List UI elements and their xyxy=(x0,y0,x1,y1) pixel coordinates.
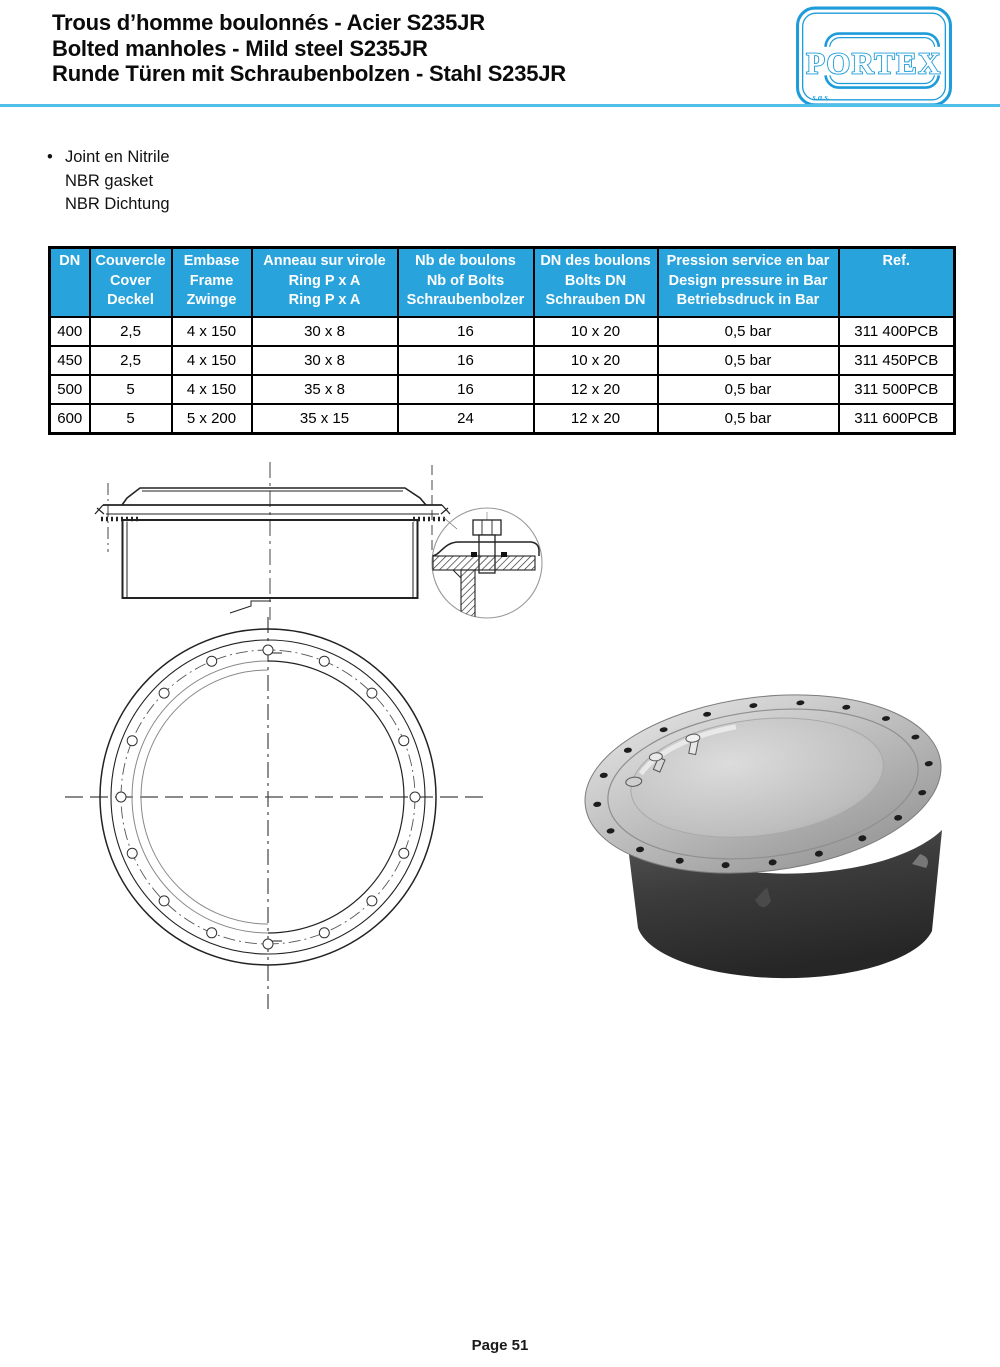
portex-logo xyxy=(795,6,953,108)
cell: 311 450PCB xyxy=(839,346,955,375)
table-row-dn500 xyxy=(50,375,955,404)
page-title xyxy=(52,10,566,87)
cell: 400 xyxy=(50,317,90,346)
column-header-frame: Embase Frame Zwinge xyxy=(172,248,252,318)
title-german: Runde Türen mit Schraubenbolzen - Stahl S235JR xyxy=(52,61,566,86)
title-french: Trous d’homme boulonnés - Acier S235JR xyxy=(52,10,485,35)
cell: 30 x 8 xyxy=(252,346,398,375)
cell: 24 xyxy=(398,404,534,434)
cell: 5 xyxy=(90,375,172,404)
column-header-bolts-dn: DN des boulons Bolts DN Schrauben DN xyxy=(534,248,658,318)
cell: 4 x 150 xyxy=(172,346,252,375)
feature-text-en: NBR gasket xyxy=(65,171,154,190)
cell: 2,5 xyxy=(90,317,172,346)
page-number: Page 51 xyxy=(471,1337,529,1354)
cell: 0,5 bar xyxy=(658,346,839,375)
cell: 311 400PCB xyxy=(839,317,955,346)
logo-subtext: s.a.s. xyxy=(812,91,830,102)
cell: 35 x 15 xyxy=(252,404,398,434)
logo-wordmark: PORTEX xyxy=(806,46,942,81)
cell: 5 xyxy=(90,404,172,434)
product-photo xyxy=(580,672,958,994)
header-row xyxy=(50,248,955,318)
cell: 0,5 bar xyxy=(658,404,839,434)
column-header-ref: Ref. xyxy=(839,248,955,318)
feature-text-de: NBR Dichtung xyxy=(65,195,170,213)
cell: 4 x 150 xyxy=(172,317,252,346)
spec-table xyxy=(48,246,956,435)
cell: 16 xyxy=(398,317,534,346)
cell: 12 x 20 xyxy=(534,404,658,434)
feature-line xyxy=(47,170,170,194)
cell: 5 x 200 xyxy=(172,404,252,434)
cell: 16 xyxy=(398,346,534,375)
cell: 10 x 20 xyxy=(534,317,658,346)
cell: 12 x 20 xyxy=(534,375,658,404)
column-header-cover: Couvercle Cover Deckel xyxy=(90,248,172,318)
table-row-dn400 xyxy=(50,317,955,346)
divider-rule xyxy=(0,104,1000,107)
cell: 10 x 20 xyxy=(534,346,658,375)
column-header-pressure: Pression service en bar Design pressure in Bar Betriebsdruck in Bar xyxy=(658,248,839,318)
cell: 500 xyxy=(50,375,90,404)
column-header-ring: Anneau sur virole Ring P x A Ring P x A xyxy=(252,248,398,318)
cell: 0,5 bar xyxy=(658,317,839,346)
top-view-drawing xyxy=(45,602,515,1017)
cell: 30 x 8 xyxy=(252,317,398,346)
table-row-dn450 xyxy=(50,346,955,375)
manhole-top-view xyxy=(65,617,487,1009)
feature-line xyxy=(47,193,170,217)
cell: 16 xyxy=(398,375,534,404)
column-header-nb-bolts: Nb de boulons Nb of Bolts Schraubenbolzer xyxy=(398,248,534,318)
feature-list xyxy=(47,146,170,217)
bullet-glyph: • xyxy=(47,148,53,166)
cell: 311 500PCB xyxy=(839,375,955,404)
cell: 35 x 8 xyxy=(252,375,398,404)
cell: 311 600PCB xyxy=(839,404,955,434)
feature-text-fr: Joint en Nitrile xyxy=(65,148,170,166)
cell: 0,5 bar xyxy=(658,375,839,404)
spec-table-wrapper xyxy=(48,246,956,435)
column-header-dn: DN xyxy=(50,248,90,318)
cell: 600 xyxy=(50,404,90,434)
cell: 4 x 150 xyxy=(172,375,252,404)
manhole-photo xyxy=(580,676,951,978)
feature-line xyxy=(47,146,170,170)
title-english: Bolted manholes - Mild steel S235JR xyxy=(52,35,428,61)
cell: 2,5 xyxy=(90,346,172,375)
table-row-dn600 xyxy=(50,404,955,434)
cell: 450 xyxy=(50,346,90,375)
manhole-section xyxy=(95,462,457,620)
